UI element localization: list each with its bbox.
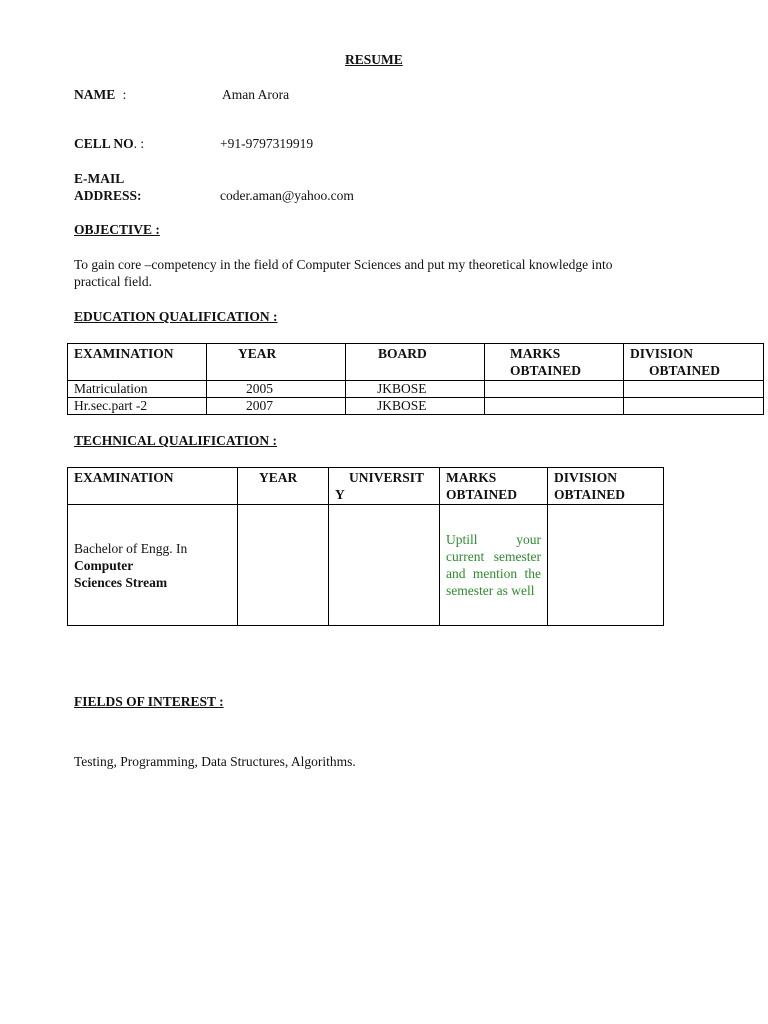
edu-cell-year: 2005 [207,381,346,398]
edu-header-examination: EXAMINATION [68,344,207,381]
edu-header-marks-line1: MARKS [510,346,561,361]
interests-heading: FIELDS OF INTEREST : [74,694,224,709]
email-label-line1: E-MAIL [74,171,125,186]
tech-cell-university [329,505,440,626]
cell-colon: . : [133,136,145,151]
name-label: NAME [74,87,116,102]
edu-cell-examination: Matriculation [68,381,207,398]
tech-header-marks-line2: OBTAINED [446,487,518,502]
technical-heading: TECHNICAL QUALIFICATION : [74,433,278,448]
tech-header-division [548,468,664,505]
tech-header-university [329,468,440,505]
tech-cell-marks-note: Uptill your current semester and mention the semester as well [440,505,548,626]
name-colon: : [122,87,127,102]
tech-header-division-line2: OBTAINED [554,487,626,502]
tech-header-marks-line1: MARKS [446,470,497,485]
edu-header-board: BOARD [346,344,485,381]
interests-text: Testing, Programming, Data Structures, Algorithms. [74,754,356,769]
cell-value: +91-9797319919 [220,136,314,151]
education-header-row [68,344,764,381]
technical-table [67,467,664,626]
table-row [68,381,764,398]
tech-header-university-line1: UNIVERSIT [349,470,425,485]
objective-line1: To gain core –competency in the field of Computer Sciences and put my theoretical knowledge into [74,257,613,272]
education-heading: EDUCATION QUALIFICATION : [74,309,278,324]
table-row [68,398,764,415]
edu-header-year: YEAR [207,344,346,381]
name-row [74,87,126,103]
edu-cell-examination: Hr.sec.part -2 [68,398,207,415]
tech-exam-line2: Computer [74,557,134,573]
tech-cell-year [238,505,329,626]
resume-title: RESUME [345,52,403,67]
edu-header-division [624,344,764,381]
objective-heading: OBJECTIVE : [74,222,160,237]
edu-header-marks [485,344,624,381]
edu-cell-division [624,381,764,398]
name-value: Aman Arora [222,87,290,102]
objective-line2: practical field. [74,274,152,289]
edu-header-division-line2: OBTAINED [649,363,721,378]
email-value: coder.aman@yahoo.com [220,188,354,203]
edu-header-marks-line2: OBTAINED [510,363,582,378]
tech-header-examination: EXAMINATION [68,468,238,505]
edu-cell-marks [485,381,624,398]
tech-header-university-line2: Y [335,487,345,502]
edu-cell-board: JKBOSE [346,381,485,398]
cell-row [74,136,144,152]
edu-cell-year: 2007 [207,398,346,415]
tech-header-year: YEAR [238,468,329,505]
tech-exam-line1: Bachelor of Engg. In [74,540,188,556]
tech-header-marks [440,468,548,505]
edu-cell-marks [485,398,624,415]
email-label-line2: ADDRESS: [74,188,142,203]
edu-cell-board: JKBOSE [346,398,485,415]
technical-header-row [68,468,664,505]
tech-header-division-line1: DIVISION [554,470,618,485]
tech-cell-examination [68,505,238,626]
education-table [67,343,764,415]
tech-exam-line3: Sciences Stream [74,574,168,590]
cell-label: CELL NO [74,136,134,151]
table-row [68,505,664,626]
edu-header-division-line1: DIVISION [630,346,694,361]
tech-cell-division [548,505,664,626]
edu-cell-division [624,398,764,415]
